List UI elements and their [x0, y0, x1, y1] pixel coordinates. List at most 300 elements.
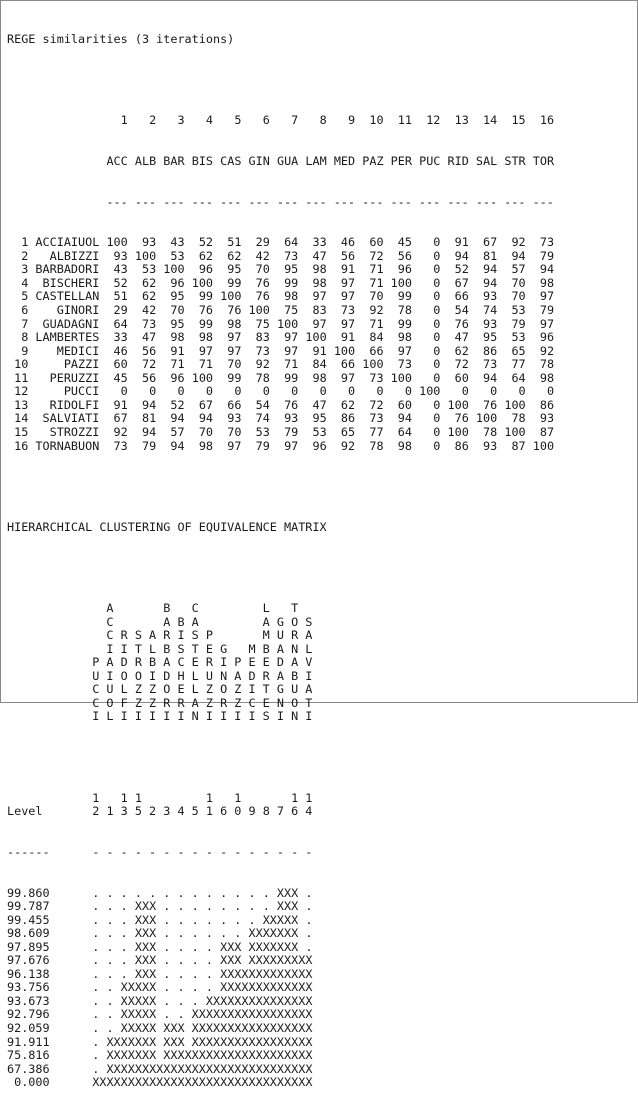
- row-number: 5: [7, 289, 29, 304]
- matrix-cell: 70: [213, 357, 242, 372]
- dendrogram-row: [7, 981, 554, 995]
- matrix-cell: 96: [383, 262, 412, 277]
- dendrogram-row: [7, 927, 554, 941]
- level-label: Level: [7, 804, 93, 819]
- matrix-cell: 93: [525, 411, 555, 426]
- cluster-pattern: . XXXXXXXXXXXXXXXXXXXXXXXXXXXXX: [92, 1061, 313, 1076]
- matrix-cell: 42: [241, 248, 270, 263]
- column-header: GUA: [269, 154, 299, 169]
- matrix-cell: 52: [440, 262, 469, 277]
- matrix-cell: 98: [184, 438, 214, 453]
- cluster-actor-numbers: [7, 792, 554, 819]
- row-name: STROZZI: [35, 424, 100, 439]
- matrix-cell: 98: [298, 262, 327, 277]
- matrix-cell: 94: [127, 424, 157, 439]
- matrix-cell: 100: [383, 370, 412, 385]
- matrix-cell: 62: [127, 289, 157, 304]
- row-name: BARBADORI: [35, 262, 100, 277]
- matrix-cell: 71: [269, 357, 299, 372]
- matrix-cell: 62: [127, 275, 157, 290]
- matrix-cell: 87: [497, 438, 526, 453]
- row-number: 15: [7, 424, 29, 439]
- matrix-cell: 91: [156, 343, 185, 358]
- matrix-cell: 53: [497, 303, 526, 318]
- number-ones-row: Level 2 1 3 5 2 3 4 5 1 6 0 9 8 7 6 4: [7, 804, 313, 819]
- matrix-cell: 76: [269, 397, 299, 412]
- cluster-pattern: . . XXXXX . . XXXXXXXXXXXXXXXXX: [92, 1007, 313, 1022]
- matrix-cell: 79: [525, 248, 555, 263]
- cluster-pattern: XXXXXXXXXXXXXXXXXXXXXXXXXXXXXXX: [92, 1075, 313, 1090]
- matrix-cell: 92: [355, 303, 384, 318]
- matrix-cell: 98: [213, 316, 242, 331]
- matrix-cell: 52: [99, 275, 128, 290]
- blank-line: [7, 480, 554, 494]
- cluster-pattern: . . XXXXX . . . . XXXXXXXXXXXXX: [92, 980, 313, 995]
- matrix-cell: 72: [355, 397, 384, 412]
- column-number: 1: [99, 113, 128, 128]
- matrix-cell: 100: [326, 343, 356, 358]
- matrix-cell: 94: [468, 370, 498, 385]
- matrix-cell: 73: [525, 235, 555, 250]
- matrix-cell: 0: [411, 275, 441, 290]
- cluster-pattern: . . XXXXX XXX XXXXXXXXXXXXXXXXX: [92, 1021, 313, 1036]
- matrix-cell: 97: [269, 330, 299, 345]
- matrix-cell: 54: [241, 397, 270, 412]
- matrix-cell: 98: [184, 330, 214, 345]
- matrix-cell: 47: [298, 397, 327, 412]
- matrix-cell: 86: [525, 397, 555, 412]
- matrix-cell: 97: [213, 330, 242, 345]
- matrix-cell: 99: [213, 275, 242, 290]
- matrix-cell: 66: [440, 289, 469, 304]
- matrix-cell: 96: [298, 438, 327, 453]
- matrix-cell: 91: [298, 343, 327, 358]
- dendrogram-row: [7, 995, 554, 1009]
- column-number: 2: [127, 113, 157, 128]
- matrix-cell: 99: [269, 370, 299, 385]
- matrix-cell: 0: [411, 411, 441, 426]
- matrix-row: [7, 277, 554, 291]
- matrix-cell: 60: [383, 397, 412, 412]
- row-number: 4: [7, 275, 29, 290]
- matrix-cell: 100: [497, 424, 526, 439]
- row-name: GUADAGNI: [35, 316, 100, 331]
- matrix-cell: 77: [497, 357, 526, 372]
- dendrogram-rule: ------ - - - - - - - - - - - - - - - -: [7, 844, 313, 859]
- matrix-cell: 78: [497, 411, 526, 426]
- matrix-cell: 94: [184, 411, 214, 426]
- matrix-cell: 0: [355, 384, 384, 399]
- column-header: STR: [497, 154, 526, 169]
- matrix-cell: 96: [525, 330, 555, 345]
- matrix-cell: 87: [525, 424, 555, 439]
- matrix-cell: 100: [355, 357, 384, 372]
- column-header: ALB: [127, 154, 157, 169]
- matrix-cell: 95: [156, 289, 185, 304]
- matrix-cell: 79: [127, 438, 157, 453]
- matrix-cell: 73: [326, 303, 356, 318]
- blank-line: [7, 561, 554, 575]
- matrix-cell: 91: [326, 262, 356, 277]
- level-value: 67.386: [7, 1061, 50, 1076]
- matrix-cell: 100: [411, 384, 441, 399]
- column-header: PER: [383, 154, 412, 169]
- matrix-cell: 0: [213, 384, 242, 399]
- column-header: TOR: [525, 154, 555, 169]
- column-number: 14: [468, 113, 498, 128]
- matrix-cell: 0: [156, 384, 185, 399]
- matrix-cell: 71: [184, 357, 214, 372]
- matrix-cell: 46: [326, 235, 356, 250]
- row-number: 12: [7, 384, 29, 399]
- row-number: 2: [7, 248, 29, 263]
- matrix-cell: 0: [440, 384, 469, 399]
- row-number: 11: [7, 370, 29, 385]
- matrix-cell: 0: [411, 289, 441, 304]
- matrix-cell: 45: [383, 235, 412, 250]
- matrix-cell: 0: [411, 303, 441, 318]
- column-number: 6: [241, 113, 270, 128]
- matrix-cell: 66: [355, 343, 384, 358]
- matrix-cell: 76: [184, 303, 214, 318]
- matrix-cell: 97: [184, 343, 214, 358]
- matrix-cell: 84: [298, 357, 327, 372]
- matrix-cell: 66: [213, 397, 242, 412]
- matrix-cell: 56: [127, 343, 157, 358]
- row-number: 14: [7, 411, 29, 426]
- matrix-cell: 0: [411, 262, 441, 277]
- column-number: 15: [497, 113, 526, 128]
- matrix-cell: 98: [298, 275, 327, 290]
- matrix-cell: 78: [525, 357, 555, 372]
- matrix-cell: 64: [99, 316, 128, 331]
- matrix-cell: 72: [440, 357, 469, 372]
- matrix-cell: 91: [326, 330, 356, 345]
- matrix-cell: 78: [241, 370, 270, 385]
- matrix-cell: 52: [156, 397, 185, 412]
- matrix-cell: 76: [440, 316, 469, 331]
- matrix-cell: 100: [298, 330, 327, 345]
- matrix-cell: 98: [298, 370, 327, 385]
- matrix-cell: 0: [525, 384, 555, 399]
- matrix-cell: 78: [355, 438, 384, 453]
- matrix-cell: 92: [99, 424, 128, 439]
- matrix-cell: 57: [497, 262, 526, 277]
- matrix-cell: 0: [411, 343, 441, 358]
- matrix-cell: 0: [411, 370, 441, 385]
- name-letter-row: P A D R B A C E R I P E E D A V: [7, 655, 313, 670]
- matrix-cell: 93: [468, 438, 498, 453]
- level-value: 91.911: [7, 1034, 50, 1049]
- report-title: REGE similarities (3 iterations): [7, 32, 235, 47]
- dendrogram-row: [7, 914, 554, 928]
- matrix-cell: 78: [383, 303, 412, 318]
- matrix-cell: 97: [298, 289, 327, 304]
- row-name: PERUZZI: [35, 370, 100, 385]
- dendrogram-row: [7, 1022, 554, 1036]
- column-number: 11: [383, 113, 412, 128]
- matrix-cell: 54: [440, 303, 469, 318]
- column-number: 9: [326, 113, 356, 128]
- row-name: RIDOLFI: [35, 397, 100, 412]
- matrix-cell: 98: [525, 275, 555, 290]
- row-number: 13: [7, 397, 29, 412]
- matrix-cell: 100: [127, 248, 157, 263]
- dendrogram-row: [7, 887, 554, 901]
- matrix-cell: 53: [156, 248, 185, 263]
- row-name: GINORI: [35, 303, 100, 318]
- row-name: TORNABUON: [35, 438, 100, 453]
- matrix-cell: 97: [326, 275, 356, 290]
- matrix-cell: 95: [156, 316, 185, 331]
- matrix-cell: 78: [468, 424, 498, 439]
- row-name: SALVIATI: [35, 411, 100, 426]
- matrix-cell: 0: [497, 384, 526, 399]
- matrix-row: [7, 372, 554, 386]
- matrix-cell: 66: [326, 357, 356, 372]
- matrix-cell: 73: [269, 248, 299, 263]
- name-letter-row: I L I I I I I N I I I I S I N I: [7, 709, 313, 724]
- column-number: 10: [355, 113, 384, 128]
- matrix-cell: 52: [184, 235, 214, 250]
- matrix-cell: 0: [326, 384, 356, 399]
- column-header: RID: [440, 154, 469, 169]
- dendrogram-row: [7, 1063, 554, 1077]
- matrix-cell: 67: [99, 411, 128, 426]
- row-number: 9: [7, 343, 29, 358]
- matrix-cell: 76: [213, 303, 242, 318]
- matrix-cell: 94: [127, 397, 157, 412]
- matrix-cell: 100: [497, 397, 526, 412]
- column-header: PUC: [411, 154, 441, 169]
- name-letter-row: C A B A A G O S: [7, 614, 313, 629]
- cluster-pattern: . . . XXX . . . . . . XXXXXXX .: [92, 926, 313, 941]
- matrix-cell: 0: [411, 438, 441, 453]
- matrix-cell: 99: [383, 289, 412, 304]
- matrix-cell: 72: [355, 248, 384, 263]
- matrix-cell: 97: [269, 343, 299, 358]
- matrix-cell: 97: [326, 289, 356, 304]
- matrix-cell: 93: [213, 411, 242, 426]
- matrix-cell: 46: [99, 343, 128, 358]
- matrix-cell: 70: [497, 275, 526, 290]
- dendrogram-row: [7, 968, 554, 982]
- row-name: ACCIAIUOL: [35, 235, 100, 250]
- matrix-cell: 97: [213, 438, 242, 453]
- matrix-cell: 98: [156, 330, 185, 345]
- matrix-cell: 92: [497, 235, 526, 250]
- matrix-cell: 29: [241, 235, 270, 250]
- matrix-cell: 100: [383, 275, 412, 290]
- matrix-cell: 29: [99, 303, 128, 318]
- matrix-cell: 57: [156, 424, 185, 439]
- matrix-cell: 100: [269, 316, 299, 331]
- matrix-row: [7, 399, 554, 413]
- matrix-cell: 100: [241, 303, 270, 318]
- column-header: PAZ: [355, 154, 384, 169]
- matrix-cell: 64: [497, 370, 526, 385]
- matrix-cell: 33: [298, 235, 327, 250]
- column-number: 12: [411, 113, 441, 128]
- level-value: 92.059: [7, 1021, 50, 1036]
- matrix-row: [7, 263, 554, 277]
- blank-line: [7, 74, 554, 88]
- matrix-cell: 91: [440, 235, 469, 250]
- matrix-cell: 76: [440, 411, 469, 426]
- matrix-cell: 97: [525, 289, 555, 304]
- column-number: 7: [269, 113, 299, 128]
- matrix-cell: 56: [383, 248, 412, 263]
- matrix-cell: 100: [184, 275, 214, 290]
- matrix-cell: 100: [99, 235, 128, 250]
- matrix-cell: 95: [269, 262, 299, 277]
- matrix-cell: 62: [440, 343, 469, 358]
- name-letter-row: I I T L B S T E G M B A N L: [7, 641, 313, 656]
- cluster-pattern: . XXXXXXX XXX XXXXXXXXXXXXXXXXX: [92, 1034, 313, 1049]
- matrix-cell: 62: [213, 248, 242, 263]
- matrix-cell: 0: [411, 424, 441, 439]
- cluster-pattern: . . . . . . . . . . . . . XXX .: [92, 885, 313, 900]
- level-value: 99.455: [7, 912, 50, 927]
- matrix-cell: 100: [213, 289, 242, 304]
- matrix-cell: 60: [440, 370, 469, 385]
- matrix-cell: 100: [440, 424, 469, 439]
- row-name: ALBIZZI: [35, 248, 100, 263]
- matrix-row: [7, 345, 554, 359]
- matrix-cell: 93: [127, 235, 157, 250]
- matrix-cell: 95: [468, 330, 498, 345]
- row-number: 10: [7, 357, 29, 372]
- matrix-cell: 94: [468, 262, 498, 277]
- matrix-cell: 93: [468, 289, 498, 304]
- matrix-cell: 97: [326, 316, 356, 331]
- matrix-cell: 95: [213, 262, 242, 277]
- matrix-cell: 91: [99, 397, 128, 412]
- matrix-cell: 97: [525, 316, 555, 331]
- level-value: 97.895: [7, 939, 50, 954]
- matrix-cell: 70: [156, 303, 185, 318]
- column-number: 8: [298, 113, 327, 128]
- cluster-pattern: . . XXXXX . . . XXXXXXXXXXXXXXX: [92, 993, 313, 1008]
- level-value: 75.816: [7, 1048, 50, 1063]
- matrix-cell: 47: [127, 330, 157, 345]
- cluster-pattern: . XXXXXXX XXXXXXXXXXXXXXXXXXXXX: [92, 1048, 313, 1063]
- matrix-cell: 77: [355, 424, 384, 439]
- column-header: ACC: [99, 154, 128, 169]
- matrix-cell: 94: [156, 438, 185, 453]
- matrix-cell: 86: [440, 438, 469, 453]
- level-value: 99.787: [7, 899, 50, 914]
- matrix-row: [7, 440, 554, 454]
- matrix-cell: 73: [383, 357, 412, 372]
- column-number: 3: [156, 113, 185, 128]
- matrix-cell: 94: [497, 248, 526, 263]
- matrix-cell: 73: [355, 370, 384, 385]
- matrix-cell: 70: [213, 424, 242, 439]
- level-value: 93.756: [7, 980, 50, 995]
- cluster-pattern: . . . XXX . . . . . . . XXXXX .: [92, 912, 313, 927]
- dendrogram-row: [7, 900, 554, 914]
- matrix-cell: 62: [326, 397, 356, 412]
- matrix-cell: 94: [468, 275, 498, 290]
- cluster-pattern: . . . XXX . . . . XXX XXXXXXX .: [92, 939, 313, 954]
- matrix-cell: 97: [326, 370, 356, 385]
- dendrogram: [7, 887, 554, 1090]
- matrix-cell: 84: [355, 330, 384, 345]
- column-header: GIN: [241, 154, 270, 169]
- matrix-cell: 81: [468, 248, 498, 263]
- matrix-cell: 65: [497, 343, 526, 358]
- matrix-cell: 96: [156, 370, 185, 385]
- matrix-cell: 75: [269, 303, 299, 318]
- matrix-cell: 100: [440, 397, 469, 412]
- matrix-cell: 51: [213, 235, 242, 250]
- matrix-cell: 0: [127, 384, 157, 399]
- row-number: 16: [7, 438, 29, 453]
- row-number: 7: [7, 316, 29, 331]
- matrix-cell: 99: [184, 289, 214, 304]
- matrix-cell: 97: [213, 343, 242, 358]
- matrix-row: [7, 290, 554, 304]
- matrix-cell: 0: [411, 248, 441, 263]
- matrix-cell: 70: [184, 424, 214, 439]
- column-header: SAL: [468, 154, 498, 169]
- matrix-cell: 70: [355, 289, 384, 304]
- matrix-cell: 70: [241, 262, 270, 277]
- dendrogram-row: [7, 941, 554, 955]
- dendrogram-row: [7, 1008, 554, 1022]
- matrix-cell: 0: [468, 384, 498, 399]
- row-name: MEDICI: [35, 343, 100, 358]
- matrix-cell: 56: [127, 370, 157, 385]
- matrix-cell: 70: [497, 289, 526, 304]
- matrix-cell: 86: [468, 343, 498, 358]
- matrix-cell: 0: [411, 397, 441, 412]
- matrix-cell: 95: [298, 411, 327, 426]
- matrix-cell: 53: [497, 330, 526, 345]
- matrix-cell: 71: [355, 275, 384, 290]
- matrix-cell: 73: [468, 357, 498, 372]
- row-name: CASTELLAN: [35, 289, 100, 304]
- level-value: 99.860: [7, 885, 50, 900]
- matrix-cell: 45: [99, 370, 128, 385]
- level-value: 97.676: [7, 953, 50, 968]
- matrix-cell: 64: [269, 235, 299, 250]
- matrix-row: [7, 236, 554, 250]
- matrix-cell: 67: [440, 275, 469, 290]
- matrix-cell: 81: [127, 411, 157, 426]
- name-letter-row: A B C L T: [7, 601, 299, 616]
- matrix-row: [7, 304, 554, 318]
- row-number: 1: [7, 235, 29, 250]
- matrix-cell: 0: [411, 235, 441, 250]
- matrix-cell: 100: [468, 411, 498, 426]
- cluster-actor-names: [7, 602, 554, 724]
- matrix-cell: 71: [355, 316, 384, 331]
- matrix-cell: 74: [241, 411, 270, 426]
- matrix-row: [7, 412, 554, 426]
- matrix-cell: 67: [468, 235, 498, 250]
- matrix-cell: 73: [241, 343, 270, 358]
- column-header: BAR: [156, 154, 185, 169]
- matrix-cell: 79: [525, 303, 555, 318]
- matrix-cell: 0: [184, 384, 214, 399]
- row-number: 8: [7, 330, 29, 345]
- cluster-pattern: . . . XXX . . . . . . . . XXX .: [92, 899, 313, 914]
- cluster-pattern: . . . XXX . . . . XXX XXXXXXXXX: [92, 953, 313, 968]
- matrix-cell: 92: [326, 438, 356, 453]
- column-header: LAM: [298, 154, 327, 169]
